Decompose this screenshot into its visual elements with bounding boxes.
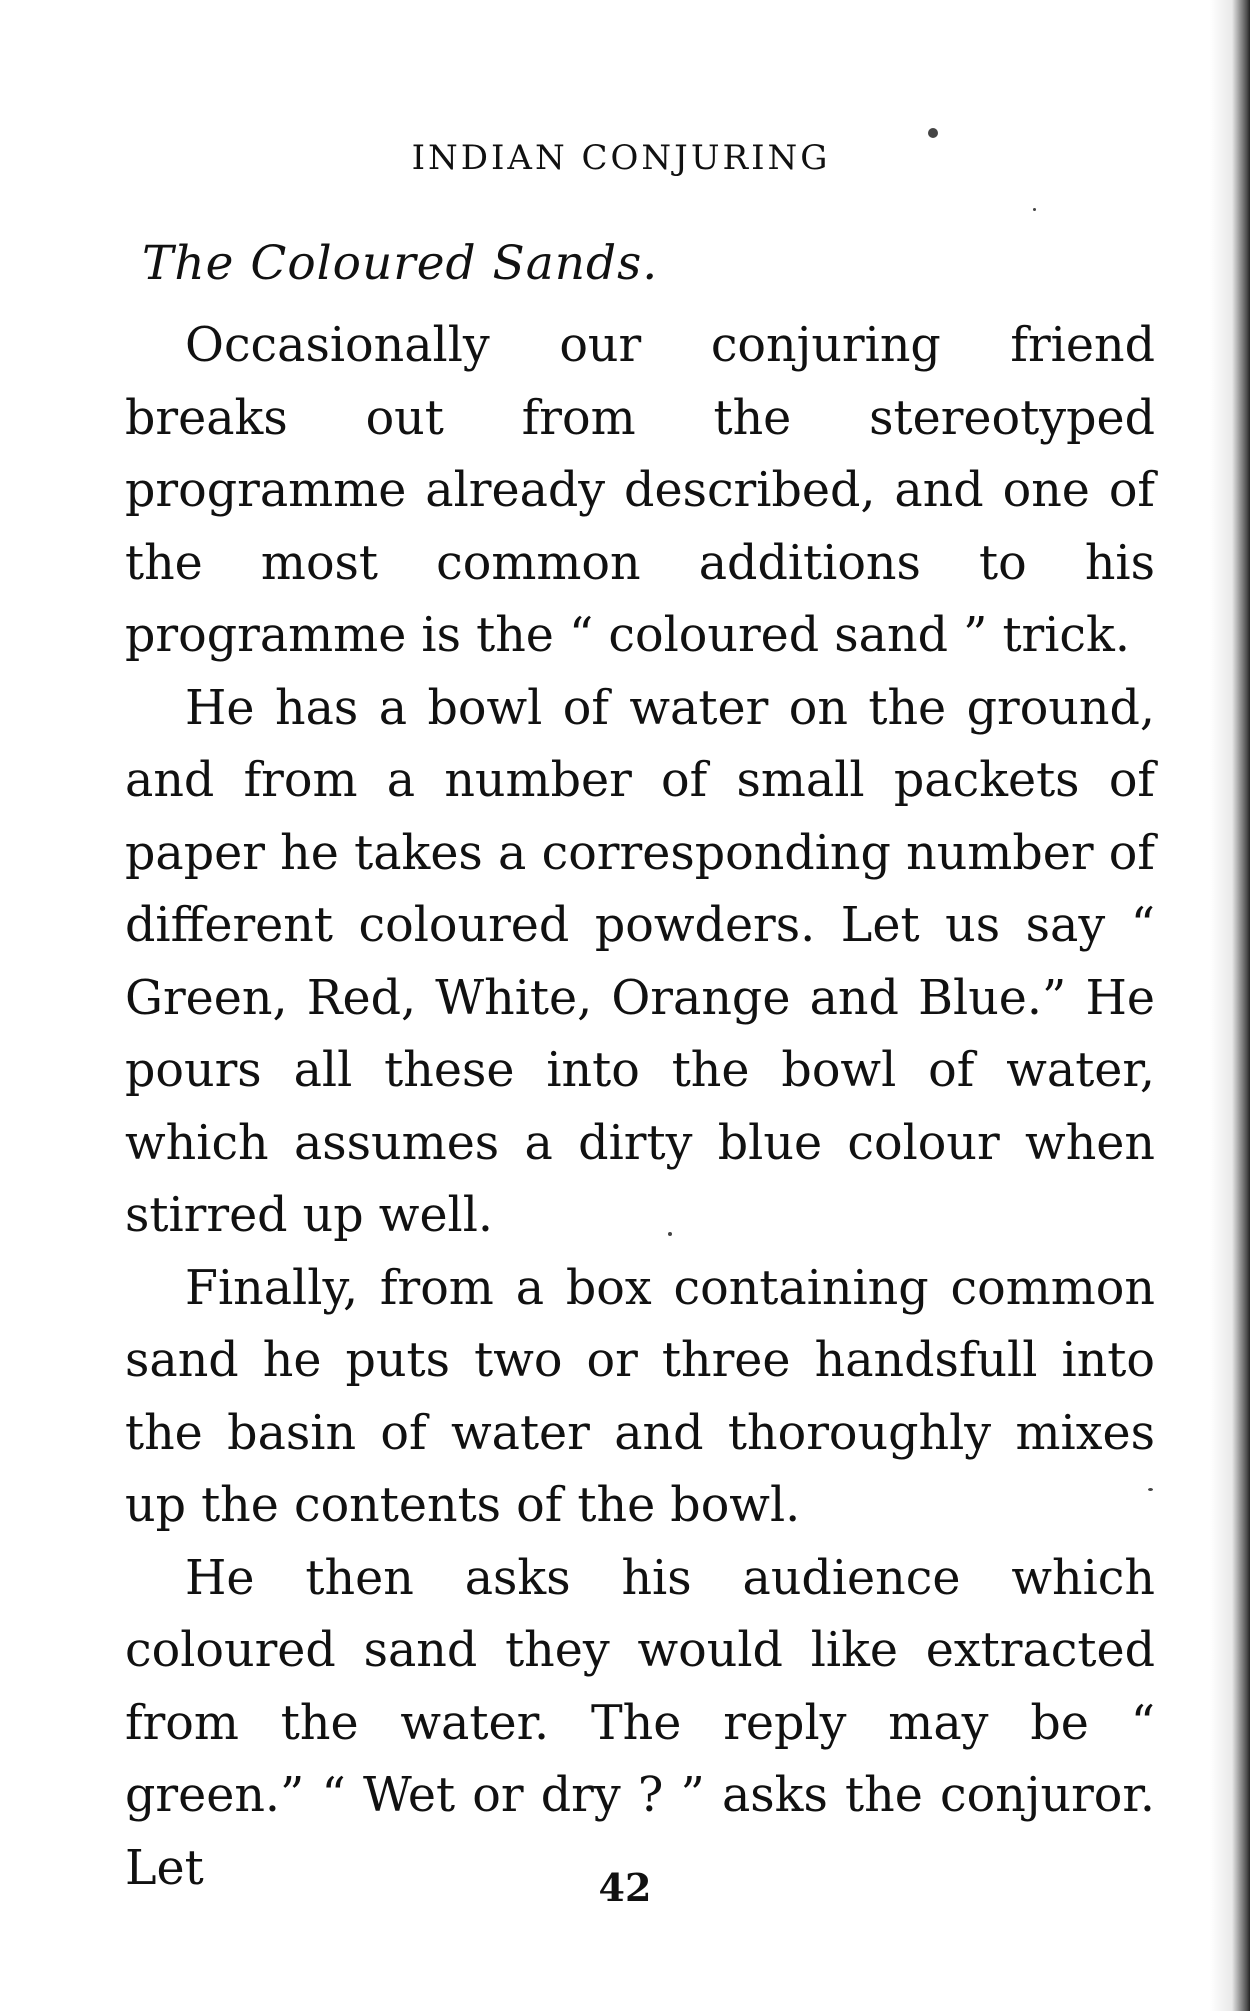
page-number: 42: [598, 1865, 652, 1910]
paragraph: He has a bowl of water on the ground, and from a number of small packets of paper he takes a corresponding number of different coloured powders. Let us say “ Green, Red, White, Orange and Blue.” He pours all these into the bowl of water, which assumes a dirty blue colour when stirred up well.: [125, 680, 1155, 1243]
paragraph: Occasionally our conjuring friend breaks out from the stereotyped programme already described, and one of the most common additions to his programme is the “ coloured sand ” trick.: [125, 318, 1155, 663]
ink-speck: [928, 128, 938, 138]
page-edge-shadow: [1210, 0, 1250, 2011]
running-head: [0, 138, 1250, 178]
ink-speck: [668, 1232, 672, 1236]
body-text: [125, 310, 1155, 1905]
ink-speck: [1033, 208, 1036, 211]
paragraph: He then asks his audience which coloured sand they would like extracted from the water. The reply may be “ green.” “ Wet or dry ? ” asks the conjuror. Let: [125, 1550, 1155, 1896]
ink-speck: [1148, 1488, 1153, 1491]
running-head-text: INDIAN CONJURING: [411, 138, 831, 178]
paragraph: Finally, from a box containing common sand he puts two or three handsfull into the basin of water and thoroughly mixes up the contents of the bowl.: [125, 1260, 1155, 1533]
section-title: The Coloured Sands.: [142, 236, 659, 291]
